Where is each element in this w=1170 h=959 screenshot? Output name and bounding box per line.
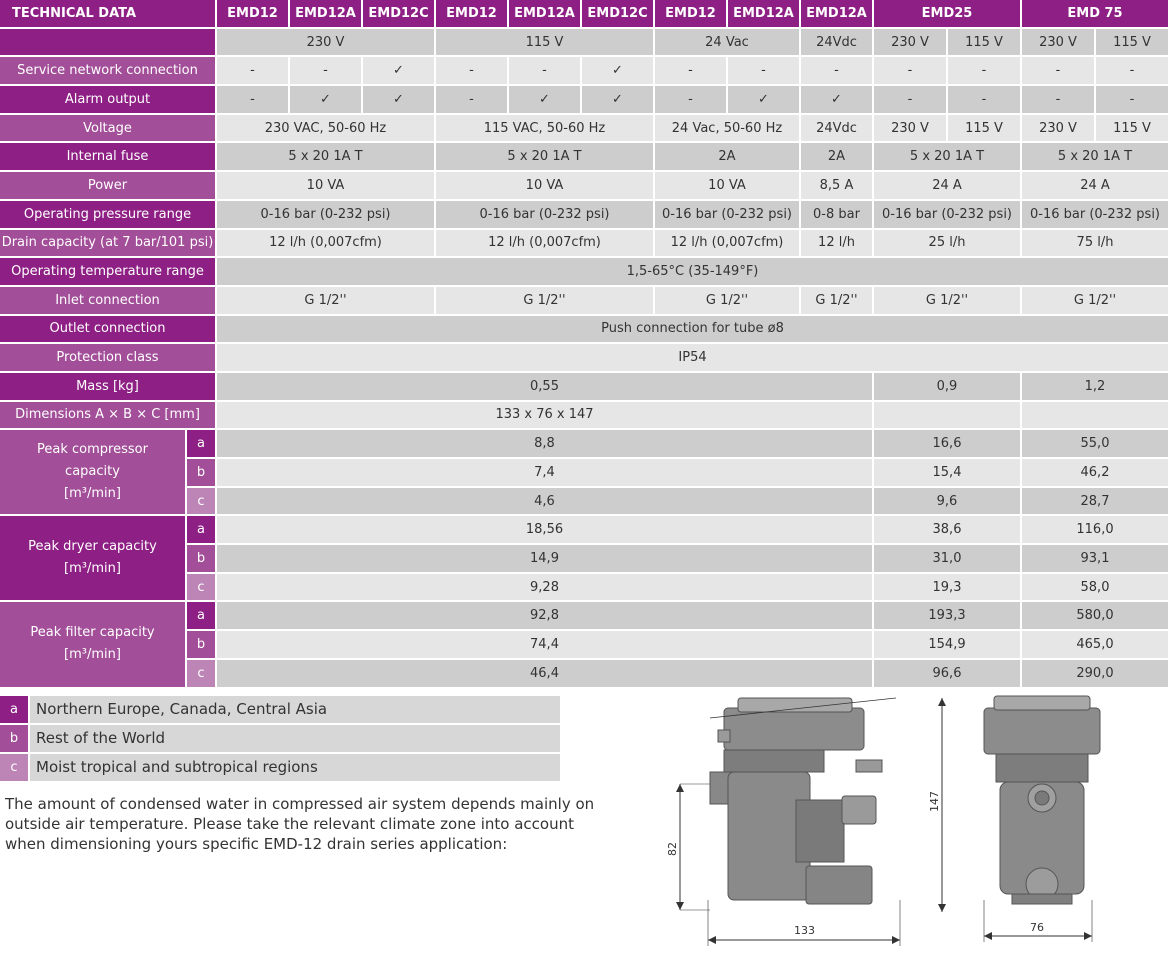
table-cell: 8,5 A bbox=[801, 172, 872, 199]
table-cell: 16,6 bbox=[874, 430, 1020, 457]
zone-key: b bbox=[187, 631, 215, 658]
table-cell: - bbox=[801, 57, 872, 84]
model-header: EMD 75 bbox=[1022, 0, 1168, 27]
zone-key: c bbox=[187, 574, 215, 601]
table-cell: 10 VA bbox=[217, 172, 434, 199]
dryer-group-label bbox=[0, 516, 185, 600]
table-cell bbox=[1022, 402, 1168, 429]
zone-key: a bbox=[187, 516, 215, 543]
mass-row bbox=[0, 373, 1168, 400]
row-label: Internal fuse bbox=[0, 143, 215, 170]
front-view-drawing bbox=[984, 696, 1100, 904]
table-cell: 5 x 20 1A T bbox=[874, 143, 1020, 170]
table-cell: 24 Vac, 50-60 Hz bbox=[655, 115, 799, 142]
table-cell: 1,2 bbox=[1022, 373, 1168, 400]
dimension-label-133: 133 bbox=[794, 924, 815, 937]
table-cell: 15,4 bbox=[874, 459, 1020, 486]
zone-key: c bbox=[187, 660, 215, 687]
table-cell: ✓ bbox=[582, 57, 653, 84]
table-cell bbox=[874, 402, 1020, 429]
table-cell: G 1/2'' bbox=[874, 287, 1020, 314]
table-cell: 10 VA bbox=[436, 172, 653, 199]
table-cell: 133 x 76 x 147 bbox=[217, 402, 872, 429]
power-row bbox=[0, 172, 1168, 199]
climate-note: The amount of condensed water in compressed air system depends mainly on outside air temperature. Please take the relevant climate zone into account when dimensioning yours specific EMD-12 drain series application: bbox=[5, 795, 595, 853]
table-cell: 19,3 bbox=[874, 574, 1020, 601]
table-cell: ✓ bbox=[801, 86, 872, 113]
group-label-line: [m³/min] bbox=[64, 647, 121, 663]
temperature-row bbox=[0, 258, 1168, 285]
model-header: EMD25 bbox=[874, 0, 1020, 27]
table-cell: ✓ bbox=[728, 86, 799, 113]
table-cell: 230 V bbox=[874, 29, 946, 56]
model-header: EMD12C bbox=[363, 0, 434, 27]
dimensions-row bbox=[0, 402, 1168, 429]
climate-zone-legend bbox=[0, 696, 560, 783]
group-label-line: [m³/min] bbox=[64, 486, 121, 502]
row-label: Outlet connection bbox=[0, 316, 215, 343]
voltage-row bbox=[0, 115, 1168, 142]
row-label: Power bbox=[0, 172, 215, 199]
table-cell: 0-16 bar (0-232 psi) bbox=[1022, 201, 1168, 228]
table-cell: 2A bbox=[801, 143, 872, 170]
legend-key: b bbox=[0, 725, 28, 752]
table-cell: 230 V bbox=[1022, 115, 1094, 142]
table-cell: 12 l/h (0,007cfm) bbox=[217, 230, 434, 257]
table-cell: 24 Vac bbox=[655, 29, 799, 56]
group-label-line: Peak compressor bbox=[37, 442, 148, 458]
legend-item bbox=[0, 725, 560, 752]
group-label-line: Peak filter capacity bbox=[30, 625, 155, 641]
table-cell: - bbox=[874, 57, 946, 84]
filter-row-a bbox=[0, 602, 1168, 629]
table-cell: 0-8 bar bbox=[801, 201, 872, 228]
group-label-line: capacity bbox=[65, 464, 120, 480]
table-cell: - bbox=[655, 57, 726, 84]
table-cell: 24Vdc bbox=[801, 115, 872, 142]
table-cell: 0,55 bbox=[217, 373, 872, 400]
table-cell: - bbox=[655, 86, 726, 113]
row-label: Protection class bbox=[0, 344, 215, 371]
table-cell: 230 VAC, 50-60 Hz bbox=[217, 115, 434, 142]
table-cell: 193,3 bbox=[874, 602, 1020, 629]
zone-key: b bbox=[187, 459, 215, 486]
legend-text: Moist tropical and subtropical regions bbox=[30, 754, 560, 781]
model-header: EMD12 bbox=[655, 0, 726, 27]
table-cell: ✓ bbox=[363, 57, 434, 84]
legend-key: c bbox=[0, 754, 28, 781]
table-cell: 0-16 bar (0-232 psi) bbox=[874, 201, 1020, 228]
model-header: EMD12A bbox=[728, 0, 799, 27]
table-cell: 2A bbox=[655, 143, 799, 170]
table-cell: - bbox=[948, 86, 1020, 113]
table-cell: 230 V bbox=[874, 115, 946, 142]
table-cell: 4,6 bbox=[217, 488, 872, 515]
model-header: EMD12 bbox=[436, 0, 507, 27]
table-cell: 74,4 bbox=[217, 631, 872, 658]
table-cell: G 1/2'' bbox=[655, 287, 799, 314]
table-cell: 580,0 bbox=[1022, 602, 1168, 629]
zone-key: b bbox=[187, 545, 215, 572]
legend-text: Rest of the World bbox=[30, 725, 560, 752]
outlet-row bbox=[0, 316, 1168, 343]
table-cell: - bbox=[874, 86, 946, 113]
table-cell: 9,28 bbox=[217, 574, 872, 601]
table-cell: 24 A bbox=[1022, 172, 1168, 199]
table-cell: 55,0 bbox=[1022, 430, 1168, 457]
fuse-row bbox=[0, 143, 1168, 170]
table-cell: 12 l/h (0,007cfm) bbox=[655, 230, 799, 257]
table-cell: - bbox=[948, 57, 1020, 84]
table-cell: G 1/2'' bbox=[1022, 287, 1168, 314]
legend-text: Northern Europe, Canada, Central Asia bbox=[30, 696, 560, 723]
table-cell: 75 l/h bbox=[1022, 230, 1168, 257]
legend-item bbox=[0, 696, 560, 723]
drain-row bbox=[0, 230, 1168, 257]
table-cell: 28,7 bbox=[1022, 488, 1168, 515]
row-label: Dimensions A × B × C [mm] bbox=[0, 402, 215, 429]
side-view-drawing bbox=[710, 698, 896, 904]
row-label bbox=[0, 29, 215, 56]
alarm-row bbox=[0, 86, 1168, 113]
table-cell: 0-16 bar (0-232 psi) bbox=[655, 201, 799, 228]
row-label: Alarm output bbox=[0, 86, 215, 113]
table-cell: - bbox=[1022, 86, 1094, 113]
table-cell: - bbox=[217, 86, 288, 113]
table-cell: 115 V bbox=[948, 115, 1020, 142]
filter-group-label bbox=[0, 602, 185, 686]
row-label: Drain capacity (at 7 bar/101 psi) bbox=[0, 230, 215, 257]
row-label: Operating temperature range bbox=[0, 258, 215, 285]
table-cell: 18,56 bbox=[217, 516, 872, 543]
table-cell: 12 l/h bbox=[801, 230, 872, 257]
legend-item bbox=[0, 754, 560, 781]
dimension-label-147: 147 bbox=[928, 791, 941, 812]
table-cell: 38,6 bbox=[874, 516, 1020, 543]
table-cell: IP54 bbox=[217, 344, 1168, 371]
table-cell: 230 V bbox=[217, 29, 434, 56]
table-cell: G 1/2'' bbox=[801, 287, 872, 314]
pressure-row bbox=[0, 201, 1168, 228]
table-cell: - bbox=[217, 57, 288, 84]
row-label: Voltage bbox=[0, 115, 215, 142]
table-cell: 0-16 bar (0-232 psi) bbox=[436, 201, 653, 228]
compressor-row-a bbox=[0, 430, 1168, 457]
table-cell: - bbox=[728, 57, 799, 84]
table-cell: 9,6 bbox=[874, 488, 1020, 515]
row-label: Inlet connection bbox=[0, 287, 215, 314]
model-header: EMD12A bbox=[801, 0, 872, 27]
group-label-line: Peak dryer capacity bbox=[28, 539, 157, 555]
table-cell: 24Vdc bbox=[801, 29, 872, 56]
table-cell: 115 VAC, 50-60 Hz bbox=[436, 115, 653, 142]
table-cell: 115 V bbox=[1096, 29, 1168, 56]
table-cell: 96,6 bbox=[874, 660, 1020, 687]
table-cell: 12 l/h (0,007cfm) bbox=[436, 230, 653, 257]
table-cell: 116,0 bbox=[1022, 516, 1168, 543]
service-row bbox=[0, 57, 1168, 84]
table-cell: ✓ bbox=[290, 86, 361, 113]
table-cell: 1,5-65°C (35-149°F) bbox=[217, 258, 1168, 285]
table-cell: 46,2 bbox=[1022, 459, 1168, 486]
table-title: TECHNICAL DATA bbox=[0, 0, 215, 27]
table-cell: 5 x 20 1A T bbox=[436, 143, 653, 170]
table-cell: ✓ bbox=[363, 86, 434, 113]
table-cell: 230 V bbox=[1022, 29, 1094, 56]
table-cell: 154,9 bbox=[874, 631, 1020, 658]
table-cell: 0-16 bar (0-232 psi) bbox=[217, 201, 434, 228]
table-cell: - bbox=[509, 57, 580, 84]
table-cell: 46,4 bbox=[217, 660, 872, 687]
table-cell: 58,0 bbox=[1022, 574, 1168, 601]
table-cell: 14,9 bbox=[217, 545, 872, 572]
table-cell: 5 x 20 1A T bbox=[217, 143, 434, 170]
model-header: EMD12 bbox=[217, 0, 288, 27]
table-cell: 25 l/h bbox=[874, 230, 1020, 257]
table-cell: - bbox=[290, 57, 361, 84]
table-cell: 5 x 20 1A T bbox=[1022, 143, 1168, 170]
table-cell: - bbox=[436, 57, 507, 84]
table-cell: 10 VA bbox=[655, 172, 799, 199]
table-cell: ✓ bbox=[582, 86, 653, 113]
inlet-row bbox=[0, 287, 1168, 314]
model-header: EMD12A bbox=[290, 0, 361, 27]
table-cell: 115 V bbox=[1096, 115, 1168, 142]
protection-row bbox=[0, 344, 1168, 371]
table-cell: 115 V bbox=[436, 29, 653, 56]
table-cell: G 1/2'' bbox=[436, 287, 653, 314]
row-label: Service network connection bbox=[0, 57, 215, 84]
table-cell: - bbox=[1022, 57, 1094, 84]
table-cell: 92,8 bbox=[217, 602, 872, 629]
legend-key: a bbox=[0, 696, 28, 723]
table-cell: 31,0 bbox=[874, 545, 1020, 572]
dryer-row-a bbox=[0, 516, 1168, 543]
table-cell: 0,9 bbox=[874, 373, 1020, 400]
table-cell: ✓ bbox=[509, 86, 580, 113]
table-cell: 8,8 bbox=[217, 430, 872, 457]
dimension-label-82: 82 bbox=[666, 842, 679, 856]
table-cell: - bbox=[436, 86, 507, 113]
compressor-group-label bbox=[0, 430, 185, 514]
zone-key: a bbox=[187, 602, 215, 629]
table-cell: - bbox=[1096, 57, 1168, 84]
table-cell: G 1/2'' bbox=[217, 287, 434, 314]
row-label: Operating pressure range bbox=[0, 201, 215, 228]
model-header: EMD12C bbox=[582, 0, 653, 27]
group-label-line: [m³/min] bbox=[64, 561, 121, 577]
dimension-drawing bbox=[640, 688, 1160, 953]
model-header: EMD12A bbox=[509, 0, 580, 27]
dimension-label-76: 76 bbox=[1030, 921, 1044, 934]
table-cell: 7,4 bbox=[217, 459, 872, 486]
header-row bbox=[0, 0, 1168, 27]
table-cell: Push connection for tube ø8 bbox=[217, 316, 1168, 343]
table-cell: 93,1 bbox=[1022, 545, 1168, 572]
supply-row bbox=[0, 29, 1168, 56]
table-cell: 115 V bbox=[948, 29, 1020, 56]
table-cell: 465,0 bbox=[1022, 631, 1168, 658]
table-cell: 290,0 bbox=[1022, 660, 1168, 687]
zone-key: a bbox=[187, 430, 215, 457]
zone-key: c bbox=[187, 488, 215, 515]
table-cell: 24 A bbox=[874, 172, 1020, 199]
row-label: Mass [kg] bbox=[0, 373, 215, 400]
table-cell: - bbox=[1096, 86, 1168, 113]
